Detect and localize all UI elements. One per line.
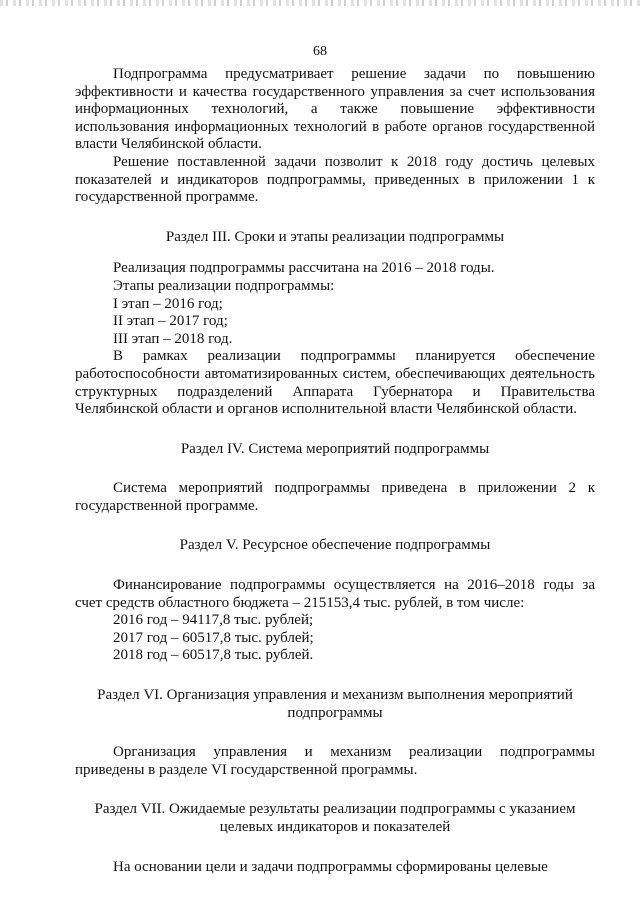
section-3-heading: Раздел III. Сроки и этапы реализации подпрограммы	[165, 228, 505, 245]
paragraph-subprogram-task: Подпрограмма предусматривает решение задачи по повышению эффективности и качества государственного управления за счет использования информационных технологий, а также повышение эффективности использования информационных технологий в работе органов государственной власти Челябинской области.	[75, 66, 595, 153]
section-3-stage-2: II этап – 2017 год;	[113, 313, 228, 330]
page-number: 68	[313, 44, 327, 59]
paragraph-target-indicators: Решение поставленной задачи позволит к 2018 году достичь целевых показателей и индикаторов подпрограммы, приведенных в приложении 1 к государственной программе.	[75, 153, 595, 206]
section-5-year-2016: 2016 год – 94117,8 тыс. рублей;	[113, 612, 314, 629]
section-4-paragraph: Система мероприятий подпрограммы приведена в приложении 2 к государственной программе.	[75, 480, 595, 514]
section-3-stages-label: Этапы реализации подпрограммы:	[113, 277, 335, 294]
section-7-heading-line2: целевых индикаторов и показателей	[219, 819, 451, 835]
section-4-heading: Раздел IV. Система мероприятий подпрограммы	[180, 440, 490, 457]
section-7-heading-line1: Раздел VII. Ожидаемые результаты реализации подпрограммы с указанием	[94, 801, 576, 818]
section-3-duration: Реализация подпрограммы рассчитана на 2016 – 2018 годы.	[113, 260, 495, 277]
section-5-heading: Раздел V. Ресурсное обеспечение подпрограммы	[179, 537, 491, 554]
section-7-paragraph: На основании цели и задачи подпрограммы сформированы целевые	[113, 858, 548, 875]
section-6-heading-line1: Раздел VI. Организация управления и механизм выполнения мероприятий	[97, 687, 573, 704]
section-3-stage-1: I этап – 2016 год;	[113, 295, 223, 312]
section-3-stage-3: III этап – 2018 год.	[113, 330, 233, 347]
section-6-heading-line2: подпрограммы	[287, 704, 383, 721]
section-5-year-2017: 2017 год – 60517,8 тыс. рублей;	[113, 629, 314, 646]
section-5-paragraph: Финансирование подпрограммы осуществляется на 2016–2018 годы за счет средств областного бюджета – 215153,4 тыс. рублей, в том числе:	[75, 577, 595, 611]
scan-edge-artifact	[0, 0, 640, 6]
section-3-paragraph: В рамках реализации подпрограммы планируется обеспечение работоспособности автоматизированных систем, обеспечивающих деятельность структурных подразделений Аппарата Губернатора и Правительства Челябинской области и органов исполнительной власти Челябинской области.	[75, 348, 595, 418]
section-5-year-2018: 2018 год – 60517,8 тыс. рублей.	[113, 647, 314, 664]
section-6-paragraph: Организация управления и механизм реализации подпрограммы приведены в разделе VI государственной программы.	[75, 744, 595, 778]
document-body	[75, 66, 595, 876]
